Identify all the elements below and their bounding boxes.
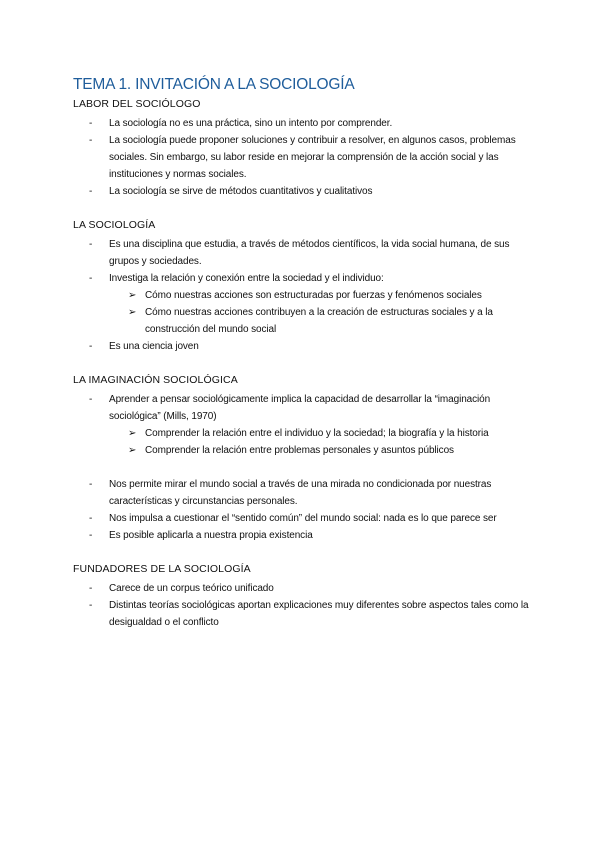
list-item [73, 115, 533, 132]
bullet-list [73, 338, 533, 355]
dash-bullet: - [89, 600, 93, 611]
list-item [73, 597, 533, 631]
arrow-sublist [73, 287, 533, 338]
dash-bullet: - [89, 479, 93, 490]
list-item [73, 183, 533, 200]
list-item-text: Carece de un corpus teórico unificado [109, 583, 274, 594]
list-item [73, 132, 533, 183]
section-heading: LABOR DEL SOCIÓLOGO [73, 98, 201, 110]
list-item-text: Investiga la relación y conexión entre la sociedad y el individuo: [109, 273, 384, 284]
list-item [73, 338, 533, 355]
list-item [73, 391, 533, 425]
sub-list-item-text: Comprender la relación entre el individuo y la sociedad; la biografía y la historia [145, 428, 489, 439]
section-labor [73, 97, 533, 200]
section-heading: FUNDADORES DE LA SOCIOLOGÍA [73, 563, 251, 575]
sub-list-item-text: Cómo nuestras acciones son estructuradas por fuerzas y fenómenos sociales [145, 290, 482, 301]
list-item-text: Es una ciencia joven [109, 341, 199, 352]
list-item-text: Es una disciplina que estudia, a través de métodos científicos, la vida social humana, de sus grupos y sociedades. [109, 239, 510, 267]
dash-bullet: - [89, 135, 93, 146]
list-item-text: La sociología puede proponer soluciones y contribuir a resolver, en algunos casos, problemas sociales. Sin embargo, su labor reside en mejorar la comprensión de la acción social y las instituciones y normas sociales. [109, 135, 516, 180]
list-item-text: Nos impulsa a cuestionar el “sentido común” del mundo social: nada es lo que parece ser [109, 513, 497, 524]
page-title: TEMA 1. INVITACIÓN A LA SOCIOLOGÍA [73, 76, 355, 93]
sub-list-item [73, 287, 533, 304]
dash-bullet: - [89, 186, 93, 197]
sub-list-item [73, 304, 533, 338]
list-item-text: La sociología se sirve de métodos cuantitativos y cualitativos [109, 186, 373, 197]
section-heading: LA IMAGINACIÓN SOCIOLÓGICA [73, 374, 238, 386]
list-item [73, 510, 533, 527]
list-item-text: Aprender a pensar sociológicamente implica la capacidad de desarrollar la “imaginación sociológica” (Mills, 1970) [109, 394, 491, 422]
sub-list-item-text: Comprender la relación entre problemas personales y asuntos públicos [145, 445, 454, 456]
arrow-bullet-icon: ➢ [128, 428, 137, 439]
sub-list-item-text: Cómo nuestras acciones contribuyen a la creación de estructuras sociales y a la construcción del mundo social [145, 307, 493, 335]
arrow-bullet-icon: ➢ [128, 307, 137, 318]
section-heading: LA SOCIOLOGÍA [73, 219, 156, 231]
dash-bullet: - [89, 273, 93, 284]
dash-bullet: - [89, 239, 93, 250]
dash-bullet: - [89, 513, 93, 524]
sub-list-item [73, 425, 533, 442]
dash-bullet: - [89, 394, 93, 405]
dash-bullet: - [89, 118, 93, 129]
list-item-text: Es posible aplicarla a nuestra propia existencia [109, 530, 313, 541]
blank-line [73, 459, 533, 476]
list-item [73, 236, 533, 270]
section-imaginacion [73, 373, 533, 544]
dash-bullet: - [89, 583, 93, 594]
list-item [73, 476, 533, 510]
sub-list-item [73, 442, 533, 459]
arrow-bullet-icon: ➢ [128, 290, 137, 301]
bullet-list [73, 236, 533, 287]
list-item-text: Distintas teorías sociológicas aportan explicaciones muy diferentes sobre aspectos tales como la desigualdad o el conflicto [109, 600, 529, 628]
section-fundadores [73, 562, 533, 631]
list-item [73, 580, 533, 597]
document-content [73, 76, 533, 631]
list-item-text: La sociología no es una práctica, sino un intento por comprender. [109, 118, 393, 129]
bullet-list [73, 115, 533, 200]
dash-bullet: - [89, 341, 93, 352]
bullet-list [73, 580, 533, 631]
dash-bullet: - [89, 530, 93, 541]
arrow-sublist [73, 425, 533, 459]
list-item [73, 270, 533, 287]
list-item-text: Nos permite mirar el mundo social a través de una mirada no condicionada por nuestras características y circunstancias personales. [109, 479, 492, 507]
section-sociologia [73, 218, 533, 355]
bullet-list [73, 476, 533, 544]
arrow-bullet-icon: ➢ [128, 445, 137, 456]
list-item [73, 527, 533, 544]
bullet-list [73, 391, 533, 425]
